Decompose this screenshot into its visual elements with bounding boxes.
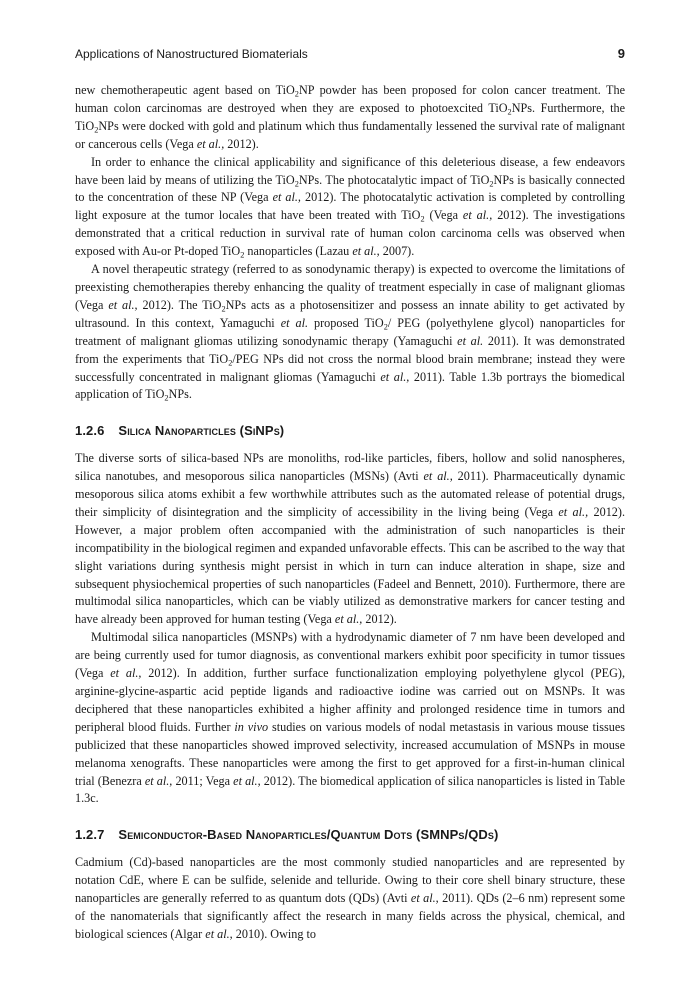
- running-head-title: Applications of Nanostructured Biomaterials: [75, 47, 308, 61]
- paragraph-silica-types: The diverse sorts of silica-based NPs are monoliths, rod-like particles, fibers, hollow and solid nanospheres, silica nanotubes, and mesoporous silica nanoparticles (MSNs) (Avti et al., 2011). Pharmaceutically dynamic mesoporous silica atoms exhibit a few worthwhile attributes such as the automated release of potential drugs, their simplicity of disintegration and the simplicity of accessibility in the living being (Vega et al., 2012). However, a major problem often accompanied with the administration of such nanoparticles is their incompatibility in the biological regimen and expanded unfavorable effects. This can be ascribed to the way that slight variations during synthesis might persist in which in turn can induce alteration in shape, size and subsequent physiochemical properties of such nanoparticles (Fadeel and Bennett, 2010). Furthermore, there are multimodal silica nanoparticles, which can be viably utilized as demonstrative markers for cancer testing and have already been approved for human testing (Vega et al., 2012).: [75, 451, 625, 627]
- section-number: 1.2.6: [75, 423, 105, 439]
- paragraph-quantum-dots: Cadmium (Cd)-based nanoparticles are the most commonly studied nanoparticles and are represented by notation CdE, where E can be sulfide, selenide and telluride. Owing to their core shell binary structure, these nanoparticles are generally referred to as quantum dots (QDs) (Avti et al., 2011). QDs (2–6 nm) represent some of the nanomaterials that significantly affect the research in many fields across the physical, chemical, and biological sciences (Algar et al., 2010). Owing to: [75, 855, 625, 941]
- section-heading-1-2-7: [75, 826, 625, 844]
- section-number: 1.2.7: [75, 827, 105, 843]
- paragraph-sonodynamic-therapy: A novel therapeutic strategy (referred to as sonodynamic therapy) is expected to overcome the limitations of preexisting chemotherapies thereby enhancing the quality of treatment especially in case of malignant gliomas (Vega et al., 2012). The TiO$_2$NPs acts as a photosensitizer and possess an innate ability to get activated by ultrasound. In this context, Yamaguchi et al. proposed TiO$_2$/ PEG (polyethylene glycol) nanoparticles for treatment of malignant gliomas utilizing sonodynamic therapy (Yamaguchi et al. 2011). It was demonstrated from the experiments that TiO$_2$/PEG NPs did not cross the normal blood brain membrane; instead they were successfully concentrated in malignant gliomas (Yamaguchi et al., 2011). Table 1.3b portrays the biomedical application of TiO$_2$NPs.: [75, 262, 626, 403]
- paragraph-tio2-clinical: In order to enhance the clinical applicability and significance of this deleterious disease, a few endeavors have been laid by means of utilizing the TiO$_2$NPs. The photocatalytic impact of TiO$_2$NPs is basically connected to the concentration of these NP (Vega et al., 2012). The photocatalytic activation is completed by controlling light exposure at the tumor locales that have been treated with TiO$_2$ (Vega et al., 2012). The investigations demonstrated that a critical reduction in survival rate of human colon carcinoma cells was observed when exposed with Au-or Pt-doped TiO$_2$ nanoparticles (Lazau et al., 2007).: [75, 154, 625, 260]
- section-title: Semiconductor-Based Nanoparticles/Quantum Dots (SMNPs/QDs): [118, 827, 499, 843]
- paragraph-tio2-continuation: new chemotherapeutic agent based on TiO$_2$NP powder has been proposed for colon cancer treatment. The human colon carcinomas are destroyed when they are exposed to photoexcited TiO$_2$NPs. Furthermore, the TiO$_2$NPs were docked with gold and platinum which thus fundamentally lessened the survival rate of malignant or cancerous cells (Vega et al., 2012).: [75, 83, 625, 151]
- body-text: [75, 82, 625, 944]
- paragraph-msnps: Multimodal silica nanoparticles (MSNPs) with a hydrodynamic diameter of 7 nm have been developed and are being currently used for tumor diagnosis, as conventional markers exhibit poor specificity in tumor tissues (Vega et al., 2012). In addition, further surface functionalization employing polyethylene glycol (PEG), arginine-glycine-aspartic acid peptide ligands and radioactive iodine was carried out on MSNPs. It was deciphered that these nanoparticles exhibited a higher affinity and prolonged residence time in tumors and peripheral blood fluids. Further in vivo studies on various models of nodal metastasis in various mouse tissues publicized that these nanoparticles showed improved selectivity, increased accumulation of MSNPs in mouse melanoma xenografts. These nanoparticles were among the first to get approved for a first-in-human clinical trial (Benezra et al., 2011; Vega et al., 2012). The biomedical application of silica nanoparticles is listed in Table 1.3c.: [75, 630, 626, 806]
- running-head: [75, 46, 625, 61]
- page-number: 9: [617, 46, 625, 61]
- section-title: Silica Nanoparticles (SiNPs): [118, 423, 285, 439]
- section-heading-1-2-6: [75, 422, 625, 440]
